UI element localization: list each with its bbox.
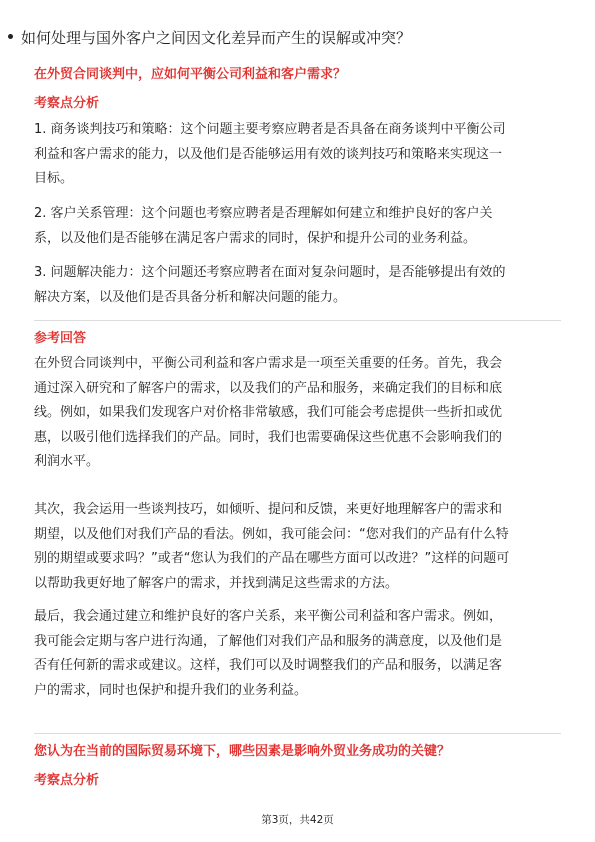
text-line: 线。例如，如果我们发现客户对价格非常敏感，我们可能会考虑提供一些折扣或优 bbox=[34, 405, 503, 421]
answer-paragraph-3 bbox=[34, 605, 561, 703]
bullet-question bbox=[8, 28, 528, 48]
answer-paragraph-2 bbox=[34, 498, 561, 596]
analysis-heading: 考察点分析 bbox=[34, 773, 100, 788]
text-line: 2. 客户关系管理：这个问题也考察应聘者是否理解如何建立和维护良好的客户关 bbox=[34, 206, 493, 221]
bullet-dot bbox=[8, 34, 13, 39]
question-title: 您认为在当前的国际贸易环境下，哪些因素是影响外贸业务成功的关键？ bbox=[34, 744, 451, 759]
text-line: 在外贸合同谈判中，平衡公司利益和客户需求是一项至关重要的任务。首先，我会 bbox=[34, 356, 503, 371]
text-line: 利润水平。 bbox=[34, 454, 100, 470]
text-line: 3. 问题解决能力：这个问题还考察应聘者在面对复杂问题时，是否能够提出有效的 bbox=[34, 265, 506, 280]
text-line: 利益和客户需求的能力，以及他们是否能够运用有效的谈判技巧和策略来实现这一 bbox=[34, 146, 503, 162]
text-line: 通过深入研究和了解客户的需求，以及我们的产品和服务，来确定我们的目标和底 bbox=[34, 380, 503, 396]
text-line: 我可能会定期与客户进行沟通，了解他们对我们产品和服务的满意度，以及他们是 bbox=[34, 633, 503, 649]
bullet-question-text: 如何处理与国外客户之间因文化差异而产生的误解或冲突？ bbox=[21, 29, 412, 47]
divider bbox=[34, 733, 561, 734]
analysis-item-1 bbox=[34, 118, 561, 192]
text-line: 系，以及他们是否能够在满足客户需求的同时，保护和提升公司的业务利益。 bbox=[34, 230, 477, 246]
question-title: 在外贸合同谈判中，应如何平衡公司利益和客户需求？ bbox=[34, 67, 347, 82]
text-line: 以帮助我更好地了解客户的需求，并找到满足这些需求的方法。 bbox=[34, 575, 399, 591]
text-line: 否有任何新的需求或建议。这样，我们可以及时调整我们的产品和服务，以满足客 bbox=[34, 658, 503, 674]
text-line: 1. 商务谈判技巧和策略：这个问题主要考察应聘者是否具备在商务谈判中平衡公司 bbox=[34, 122, 506, 137]
text-line: 惠，以吸引他们选择我们的产品。同时，我们也需要确保这些优惠不会影响我们的 bbox=[34, 429, 503, 445]
text-line: 最后，我会通过建立和维护良好的客户关系，来平衡公司利益和客户需求。例如， bbox=[34, 609, 503, 624]
text-line: 别的期望或要求吗？”或者“您认为我们的产品在哪些方面可以改进？”这样的问题可 bbox=[34, 551, 510, 567]
divider bbox=[34, 320, 561, 321]
analysis-heading: 考察点分析 bbox=[34, 96, 100, 111]
text-line: 解决方案，以及他们是否具备分析和解决问题的能力。 bbox=[34, 289, 347, 305]
answer-paragraph-1 bbox=[34, 352, 561, 475]
answer-heading: 参考回答 bbox=[34, 331, 87, 346]
text-line: 目标。 bbox=[34, 171, 74, 187]
text-line: 期望，以及他们对我们产品的看法。例如，我可能会问：“您对我们的产品有什么特 bbox=[34, 526, 509, 542]
analysis-item-2 bbox=[34, 202, 561, 251]
text-line: 其次，我会运用一些谈判技巧，如倾听、提问和反馈，来更好地理解客户的需求和 bbox=[34, 502, 503, 517]
page-number: 第3页，共42页 bbox=[261, 814, 334, 826]
analysis-item-3 bbox=[34, 261, 561, 310]
text-line: 户的需求，同时也保护和提升我们的业务利益。 bbox=[34, 682, 308, 698]
